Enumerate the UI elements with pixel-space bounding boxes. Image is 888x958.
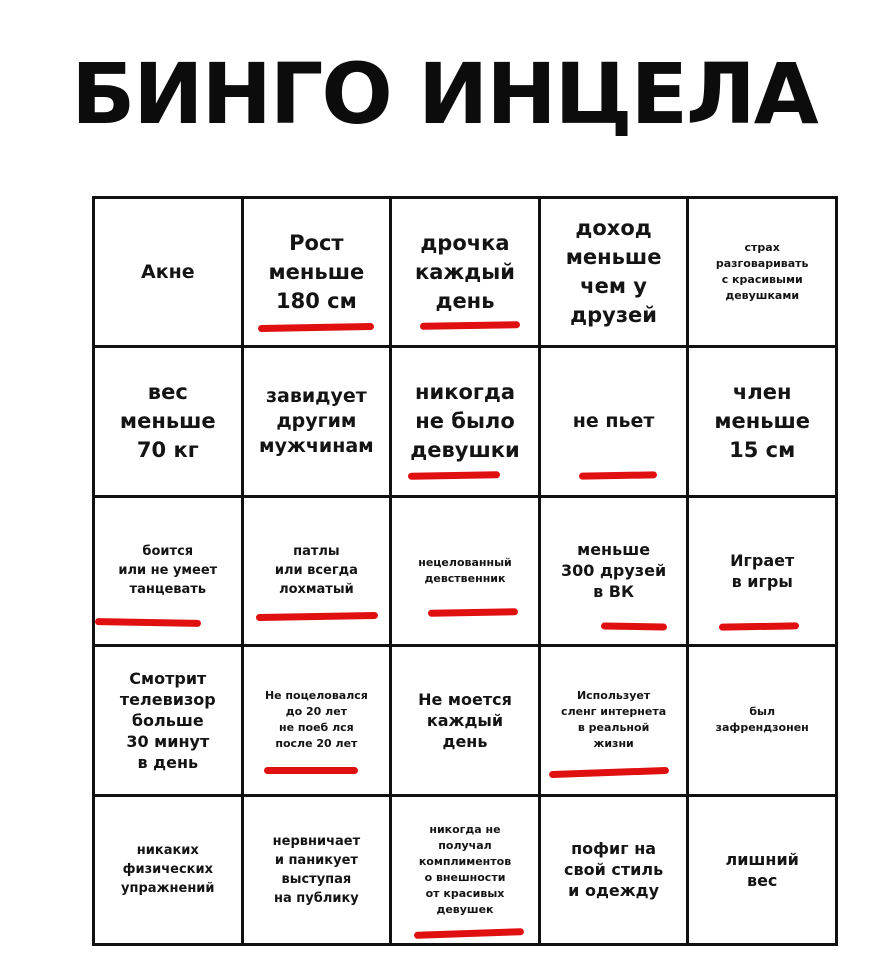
bingo-cell[interactable] (244, 348, 390, 494)
bingo-cell[interactable] (689, 498, 835, 644)
bingo-cell[interactable] (541, 797, 687, 943)
red-marker-underline (579, 471, 657, 479)
cell-text: завидует другим мужчинам (259, 385, 374, 458)
bingo-cell[interactable] (392, 647, 538, 793)
cell-text: Рост меньше 180 см (268, 230, 365, 313)
red-marker-underline (95, 618, 201, 627)
cell-text: Акне (140, 260, 195, 283)
bingo-cell[interactable] (244, 647, 390, 793)
cell-text: боится или не умеет танцевать (118, 544, 218, 598)
bingo-cell[interactable] (95, 498, 241, 644)
bingo-cell[interactable] (95, 797, 241, 943)
bingo-cell[interactable] (244, 199, 390, 345)
bingo-cell[interactable] (392, 348, 538, 494)
red-marker-underline (264, 767, 358, 774)
cell-text: пофиг на свой стиль и одежду (564, 839, 664, 901)
cell-text: Не поцеловался до 20 лет не поеб лся после 20 лет (264, 689, 368, 751)
cell-text: вес меньше 70 кг (119, 380, 216, 463)
red-marker-underline (601, 623, 667, 631)
cell-text: доход меньше чем у друзей (565, 216, 662, 328)
bingo-cell[interactable] (95, 348, 241, 494)
cell-text: страх разговаривать с красивыми девушками (715, 241, 809, 303)
cell-text: нецелованный девственник (418, 555, 512, 585)
cell-text: меньше 300 друзей в ВК (561, 540, 667, 602)
red-marker-underline (428, 608, 518, 617)
bingo-cell[interactable] (95, 199, 241, 345)
bingo-cell[interactable] (244, 498, 390, 644)
red-marker-underline (256, 612, 378, 621)
red-marker-underline (414, 928, 524, 939)
cell-text: Использует сленг интернета в реальной жизни (561, 689, 667, 751)
bingo-cell[interactable] (392, 797, 538, 943)
bingo-cell[interactable] (392, 199, 538, 345)
cell-text: Играет в игры (730, 550, 795, 591)
red-marker-underline (549, 767, 669, 778)
bingo-cell[interactable] (95, 647, 241, 793)
bingo-cell[interactable] (541, 647, 687, 793)
cell-text: патлы или всегда лохматый (274, 544, 358, 598)
red-marker-underline (258, 323, 374, 332)
cell-text: лишний вес (725, 849, 799, 890)
bingo-cell[interactable] (541, 348, 687, 494)
cell-text: Не моется каждый день (418, 689, 512, 751)
bingo-cell[interactable] (689, 797, 835, 943)
bingo-cell[interactable] (689, 348, 835, 494)
bingo-cell[interactable] (689, 647, 835, 793)
cell-text: член меньше 15 см (714, 380, 811, 463)
red-marker-underline (719, 622, 799, 630)
cell-text: никогда не было девушки (410, 380, 520, 463)
red-marker-underline (420, 322, 520, 331)
cell-text: нервничает и паникует выступая на публику (272, 833, 361, 906)
cell-text: Смотрит телевизор больше 30 минут в день (119, 668, 216, 772)
cell-text: был зафрендзонен (715, 705, 809, 735)
bingo-grid (92, 196, 838, 946)
bingo-cell[interactable] (392, 498, 538, 644)
bingo-cell[interactable] (244, 797, 390, 943)
cell-text: дрочка каждый день (414, 230, 515, 313)
red-marker-underline (408, 471, 500, 480)
page-title: БИНГО ИНЦЕЛА (71, 45, 817, 143)
bingo-cell[interactable] (541, 498, 687, 644)
cell-text: никогда не получал комплиментов о внешности от красивых девушек (418, 822, 512, 916)
bingo-cell[interactable] (689, 199, 835, 345)
cell-text: никаких физических упражнений (121, 843, 215, 897)
bingo-cell[interactable] (541, 199, 687, 345)
cell-text: не пьет (572, 410, 655, 433)
